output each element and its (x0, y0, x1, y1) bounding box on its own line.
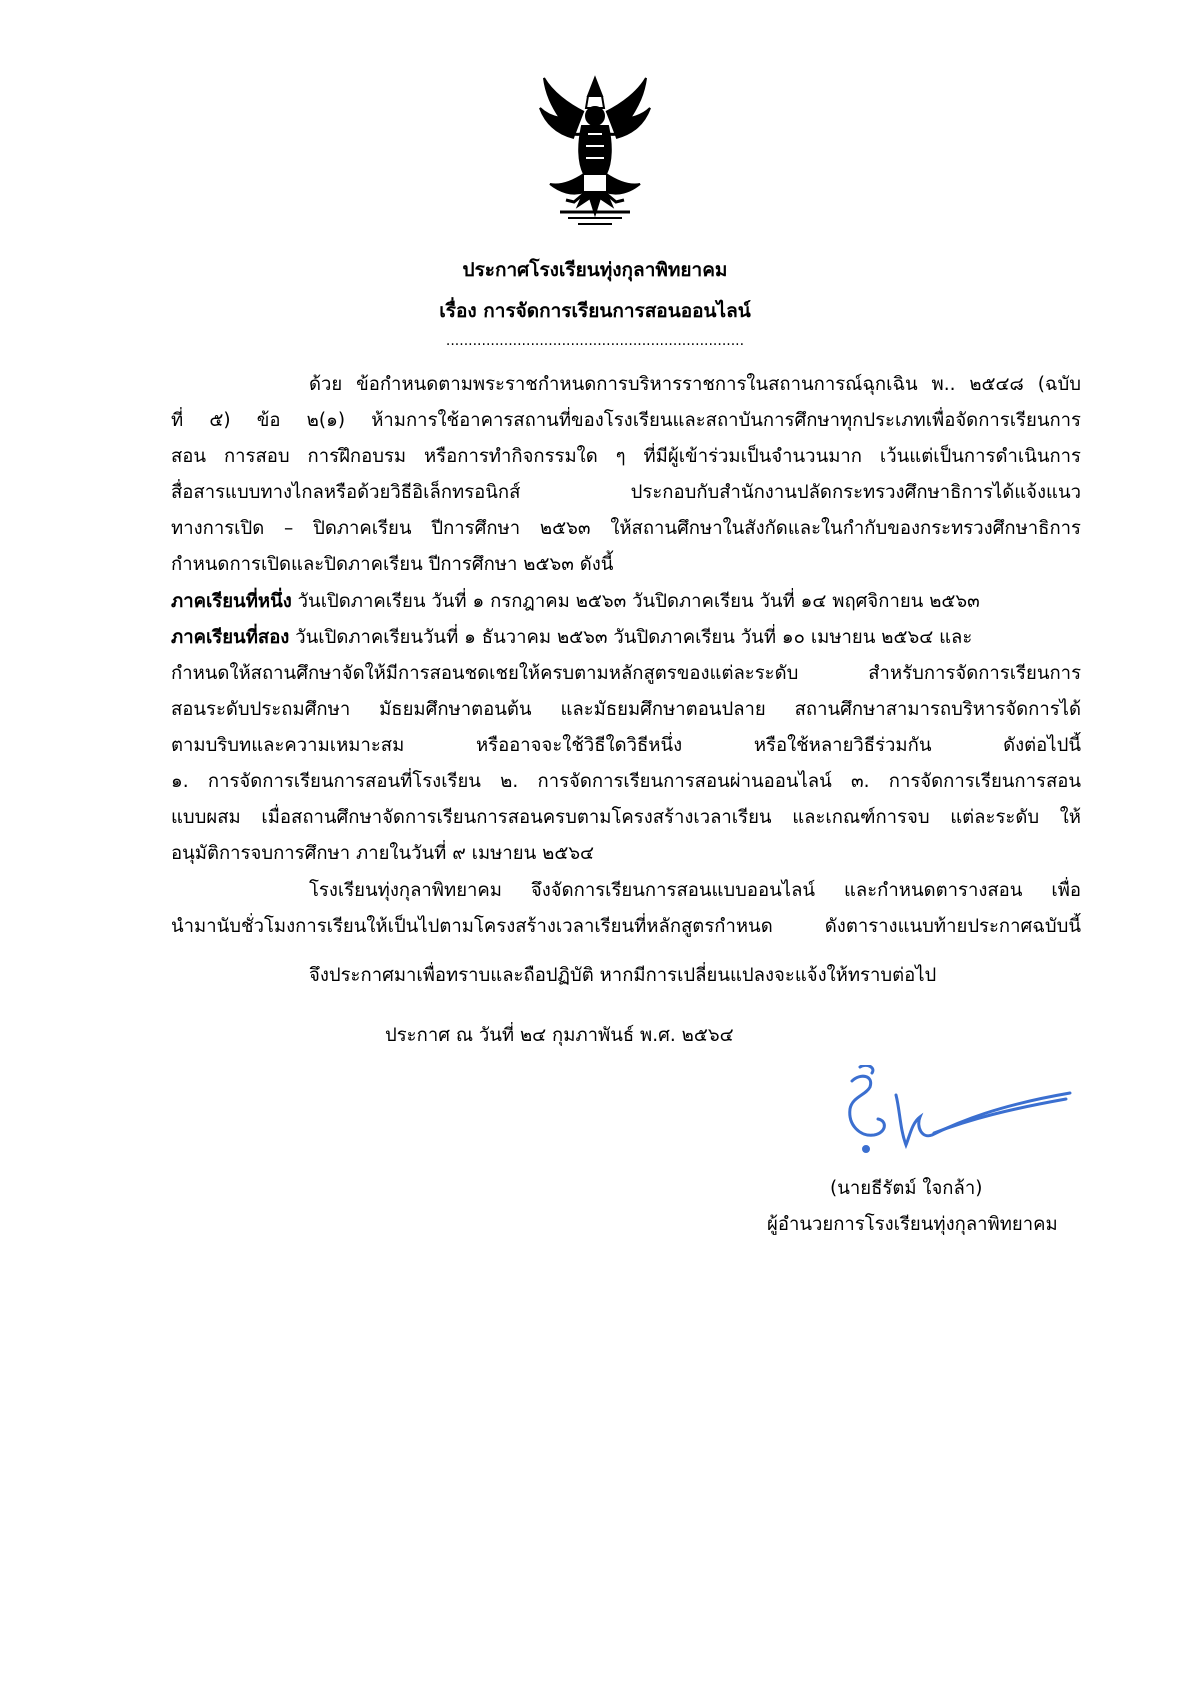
signer-name: (นายธีรัตม์ ใจกล้า) (830, 1178, 983, 1199)
paragraph-line: โรงเรียนทุ่งกุลาพิทยาคม จึงจัดการเรียนการสอนแบบออนไลน์ และกำหนดตารางสอน เพื่อ (309, 880, 1081, 901)
paragraph-line: สอนระดับประถมศึกษา มัธยมศึกษาตอนต้น และมัธยมศึกษาตอนปลาย สถานศึกษาสามารถบริหารจัดการได้ (171, 699, 1081, 720)
term-one-text: วันเปิดภาคเรียน วันที่ ๑ กรกฎาคม ๒๕๖๓ วันปิดภาคเรียน วันที่ ๑๔ พฤศจิกายน ๒๕๖๓ (291, 591, 980, 612)
announcement-date: ประกาศ ณ วันที่ ๒๔ กุมภาพันธ์ พ.ศ. ๒๕๖๔ (385, 1025, 734, 1046)
garuda-emblem-icon (538, 74, 652, 228)
term-two-text: วันเปิดภาคเรียนวันที่ ๑ ธันวาคม ๒๕๖๓ วันปิดภาคเรียน วันที่ ๑๐ เมษายน ๒๕๖๔ และ (289, 627, 973, 648)
signature-mark (830, 1065, 1080, 1165)
paragraph-line: ด้วย ข้อกำหนดตามพระราชกำหนดการบริหารราชการในสถานการณ์ฉุกเฉิน พ.. ๒๕๔๘ (ฉบับ (309, 374, 1081, 395)
paragraph-line: ทางการเปิด – ปิดภาคเรียน ปีการศึกษา ๒๕๖๓ ให้สถานศึกษาในสังกัดและในกำกับของกระทรวงศึกษาธิการ (171, 518, 1081, 539)
separator-line: ................................................................... (445, 333, 745, 349)
announcement-title: ประกาศโรงเรียนทุ่งกุลาพิทยาคม (462, 259, 728, 281)
paragraph-line: ๑. การจัดการเรียนการสอนที่โรงเรียน ๒. การจัดการเรียนการสอนผ่านออนไลน์ ๓. การจัดการเรียนการสอน (171, 771, 1081, 792)
term-two-line (171, 624, 972, 654)
paragraph-line: ตามบริบทและความเหมาะสม หรืออาจจะใช้วิธีใดวิธีหนึ่ง หรือใช้หลายวิธีร่วมกัน ดังต่อไปนี้ (171, 735, 1081, 756)
paragraph-line: นำมานับชั่วโมงการเรียนให้เป็นไปตามโครงสร้างเวลาเรียนที่หลักสูตรกำหนด ดังตารางแนบท้ายประกาศฉบับนี้ (171, 916, 1081, 937)
paragraph-line: สื่อสารแบบทางไกลหรือด้วยวิธีอิเล็กทรอนิกส์ ประกอบกับสำนักงานปลัดกระทรวงศึกษาธิการได้แจ้งแนว (171, 482, 1081, 503)
paragraph-line: กำหนดการเปิดและปิดภาคเรียน ปีการศึกษา ๒๕๖๓ ดังนี้ (171, 554, 614, 575)
closing-statement: จึงประกาศมาเพื่อทราบและถือปฏิบัติ หากมีการเปลี่ยนแปลงจะแจ้งให้ทราบต่อไป (309, 965, 937, 986)
paragraph-line: อนุมัติการจบการศึกษา ภายในวันที่ ๙ เมษายน ๒๕๖๔ (171, 843, 595, 864)
signer-position: ผู้อำนวยการโรงเรียนทุ่งกุลาพิทยาคม (767, 1214, 1058, 1235)
term-one-line (171, 588, 980, 618)
term-two-label: ภาคเรียนที่สอง (171, 627, 290, 648)
announcement-subject: เรื่อง การจัดการเรียนการสอนออนไลน์ (439, 300, 751, 322)
paragraph-line: แบบผสม เมื่อสถานศึกษาจัดการเรียนการสอนครบตามโครงสร้างเวลาเรียน และเกณฑ์การจบ แต่ละระดับ ให้ (171, 807, 1081, 828)
paragraph-line: ที่ ๕) ข้อ ๒(๑) ห้ามการใช้อาคารสถานที่ของโรงเรียนและสถาบันการศึกษาทุกประเภทเพื่อจัดการเรียนการ (171, 410, 1081, 431)
term-one-label: ภาคเรียนที่หนึ่ง (171, 591, 292, 612)
paragraph-line: กำหนดให้สถานศึกษาจัดให้มีการสอนชดเชยให้ครบตามหลักสูตรของแต่ละระดับ สำหรับการจัดการเรียนการ (171, 663, 1081, 684)
paragraph-line: สอน การสอบ การฝึกอบรม หรือการทำกิจกรรมใด ๆ ที่มีผู้เข้าร่วมเป็นจำนวนมาก เว้นแต่เป็นการดำเนินการ (171, 446, 1081, 467)
